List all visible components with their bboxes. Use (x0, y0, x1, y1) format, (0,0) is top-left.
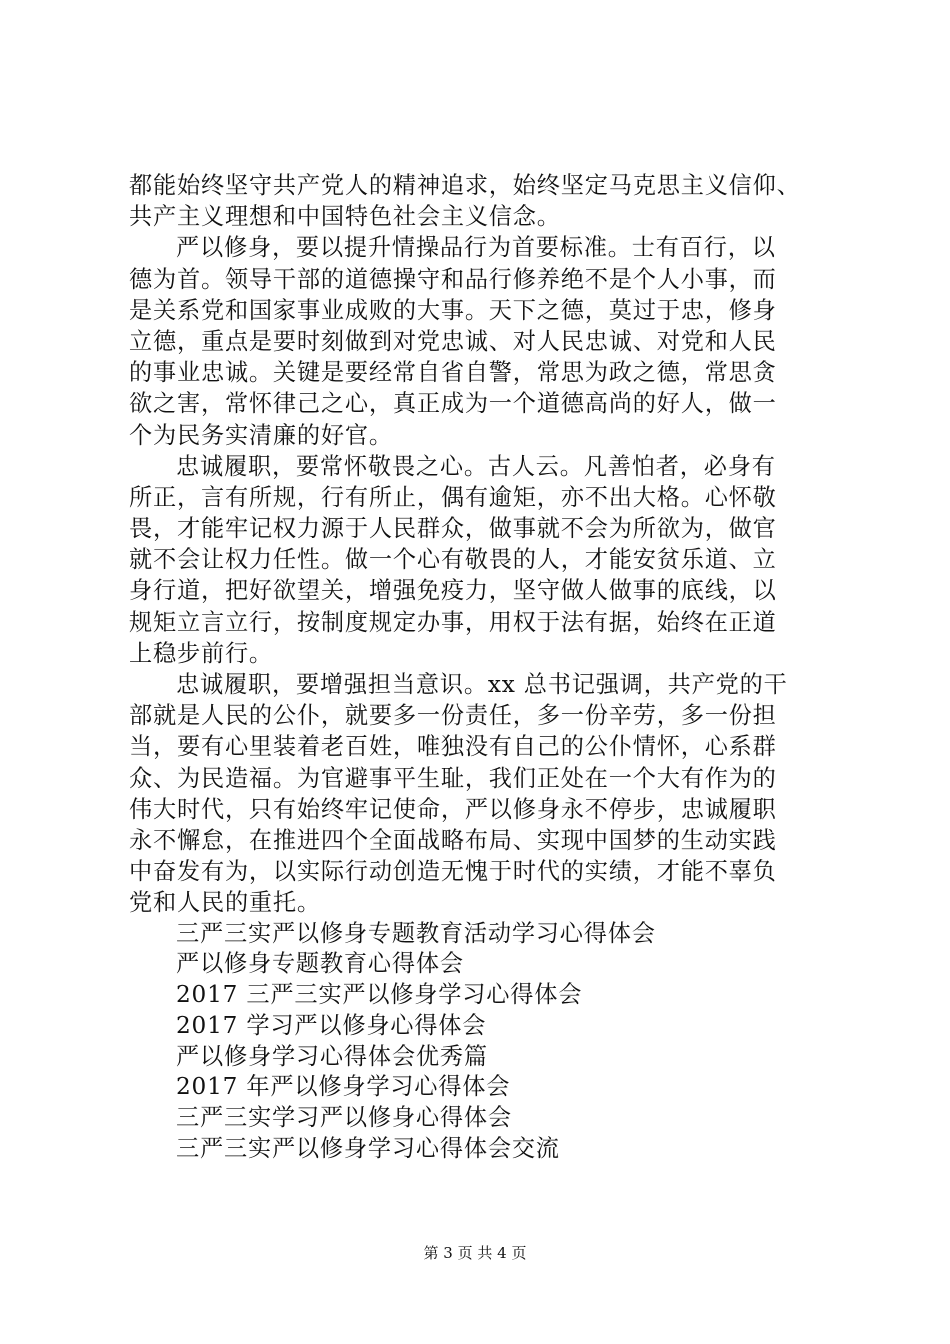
text-line: 身行道，把好欲望关，增强免疫力，坚守做人做事的底线，以 (129, 577, 777, 605)
text-line: 严以修身，要以提升情操品行为首要标准。士有百行，以 (176, 234, 776, 262)
text-line: 当，要有心里装着老百姓，唯独没有自己的公仆情怀，心系群 (129, 733, 777, 761)
text-line: 部就是人民的公仆，就要多一份责任，多一份辛劳，多一份担 (129, 702, 777, 730)
text-line: 忠诚履职，要常怀敬畏之心。古人云。凡善怕者，必身有 (176, 452, 776, 480)
document-body (129, 170, 829, 1165)
related-title[interactable]: 严以修身专题教育心得体会 (176, 950, 464, 978)
related-title[interactable]: 2017 年严以修身学习心得体会 (176, 1073, 511, 1101)
related-title[interactable]: 三严三实学习严以修身心得体会 (176, 1104, 512, 1132)
paragraph-4 (129, 669, 829, 919)
related-title[interactable]: 严以修身学习心得体会优秀篇 (176, 1042, 488, 1070)
text-line: 规矩立言立行，按制度规定办事，用权于法有据，始终在正道 (129, 608, 777, 636)
paragraph-3 (129, 451, 829, 669)
page-number-footer: 第 3 页 共 4 页 (423, 1244, 527, 1262)
text-line: 德为首。领导干部的道德操守和品行修养绝不是个人小事，而 (129, 265, 777, 293)
text-line: 个为民务实清廉的好官。 (129, 421, 393, 449)
text-line: 忠诚履职，要增强担当意识。xx 总书记强调，共产党的干 (176, 671, 788, 698)
text-line: 中奋发有为，以实际行动创造无愧于时代的实绩，才能不辜负 (129, 858, 777, 886)
text-line: 都能始终坚守共产党人的精神追求，始终坚定马克思主义信仰、 (129, 172, 801, 199)
related-title[interactable]: 三严三实严以修身学习心得体会交流 (176, 1135, 560, 1163)
text-line: 上稳步前行。 (129, 639, 273, 667)
text-line: 共产主义理想和中国特色社会主义信念。 (129, 203, 561, 231)
related-title[interactable]: 2017 三严三实严以修身学习心得体会 (176, 981, 583, 1009)
text-line: 欲之害，常怀律己之心，真正成为一个道德高尚的好人，做一 (129, 390, 777, 418)
text-line: 畏，才能牢记权力源于人民群众，做事就不会为所欲为，做官 (129, 515, 777, 543)
related-titles-list (129, 919, 829, 1165)
text-line: 永不懈怠，在推进四个全面战略布局、实现中国梦的生动实践 (129, 826, 777, 854)
text-line: 所正，言有所规，行有所止，偶有逾矩，亦不出大格。心怀敬 (129, 483, 777, 511)
text-line: 立德，重点是要时刻做到对党忠诚、对人民忠诚、对党和人民 (129, 327, 777, 355)
paragraph-1 (129, 170, 829, 232)
paragraph-2 (129, 232, 829, 450)
related-title[interactable]: 2017 学习严以修身心得体会 (176, 1011, 487, 1039)
text-line: 就不会让权力任性。做一个心有敬畏的人，才能安贫乐道、立 (129, 546, 777, 574)
text-line: 的事业忠诚。关键是要经常自省自警，常思为政之德，常思贪 (129, 359, 777, 387)
text-line: 党和人民的重托。 (129, 889, 321, 917)
text-line: 是关系党和国家事业成败的大事。天下之德，莫过于忠，修身 (129, 296, 777, 324)
related-title[interactable]: 三严三实严以修身专题教育活动学习心得体会 (176, 919, 656, 947)
text-line: 伟大时代，只有始终牢记使命，严以修身永不停步，忠诚履职 (129, 795, 777, 823)
text-line: 众、为民造福。为官避事平生耻，我们正处在一个大有作为的 (129, 764, 777, 792)
